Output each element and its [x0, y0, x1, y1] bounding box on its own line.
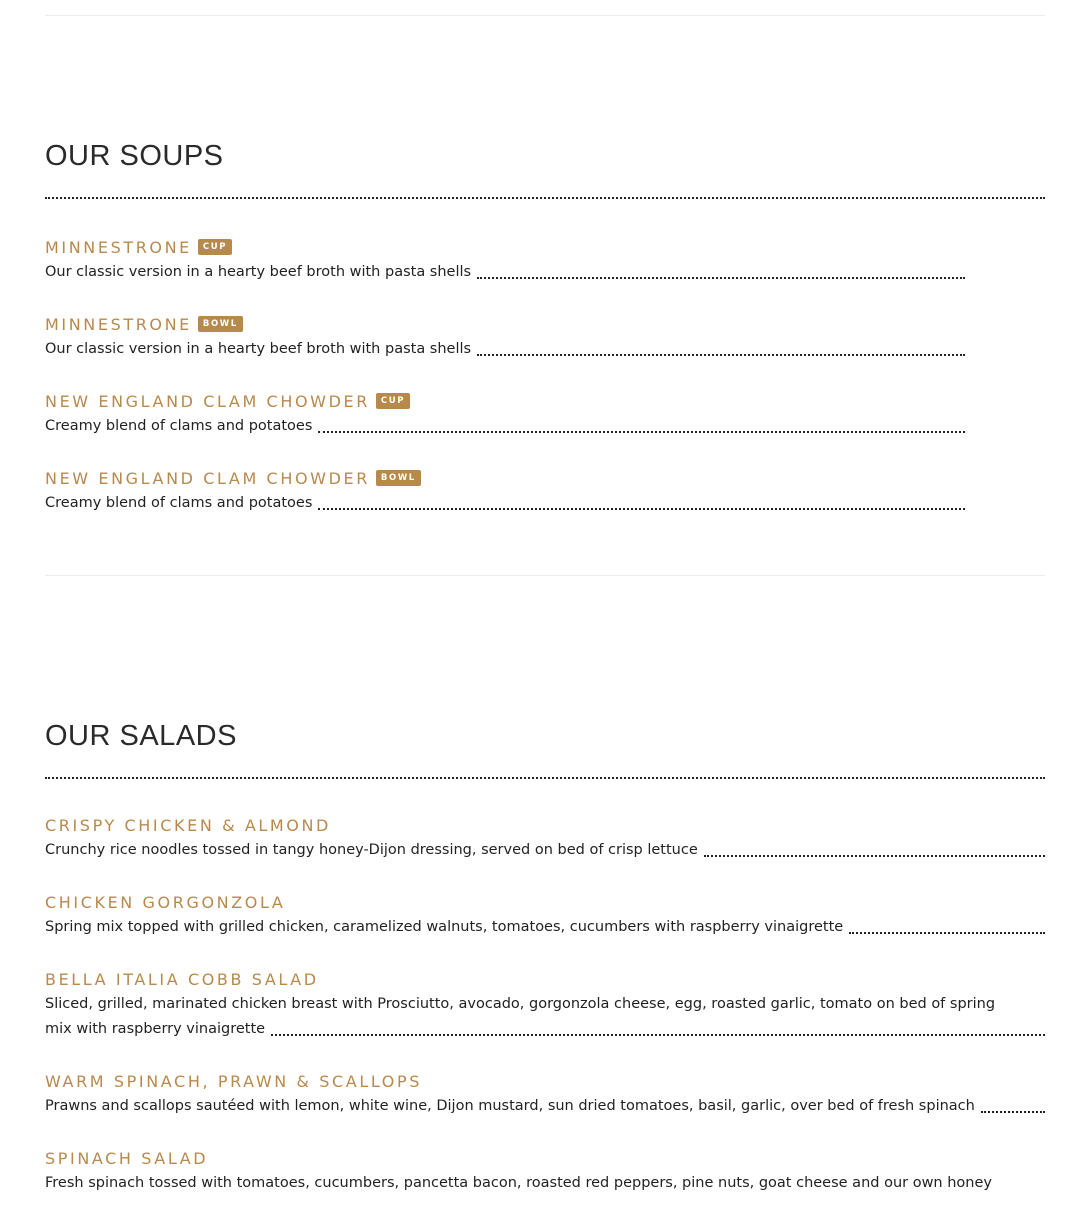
section-divider-top [45, 15, 1045, 16]
size-badge: CUP [376, 393, 410, 409]
item-description-line-1: Sliced, grilled, marinated chicken breast with Prosciutto, avocado, gorgonzola cheese, egg, roasted garlic, tomato on bed of spring [45, 996, 996, 1012]
dotted-leader [318, 508, 965, 510]
menu-item [45, 311, 1045, 362]
item-name: BELLA ITALIA COBB SALAD [45, 969, 319, 989]
item-description: Creamy blend of clams and potatoes [45, 414, 318, 439]
item-description: Crunchy rice noodles tossed in tangy honey-Dijon dressing, served on bed of crisp lettuce [45, 838, 704, 863]
item-description: Prawns and scallops sautéed with lemon, white wine, Dijon mustard, sun dried tomatoes, basil, garlic, over bed of fresh spinach [45, 1094, 981, 1119]
menu-item [45, 1068, 1045, 1119]
section-title-salads: OUR SALADS [45, 720, 237, 752]
menu-item [45, 889, 1045, 940]
size-badge: BOWL [376, 470, 421, 486]
title-rule [45, 197, 1045, 199]
title-rule [45, 777, 1045, 779]
dotted-leader [849, 932, 1045, 934]
menu-item [45, 388, 1045, 439]
dotted-leader [318, 431, 965, 433]
item-name: WARM SPINACH, PRAWN & SCALLOPS [45, 1071, 422, 1091]
dotted-leader [477, 354, 965, 356]
item-description-line-2: mix with raspberry vinaigrette [45, 1017, 271, 1042]
dotted-leader [704, 855, 1045, 857]
menu-item [45, 812, 1045, 863]
item-description: Fresh spinach tossed with tomatoes, cucumbers, pancetta bacon, roasted red peppers, pine nuts, goat cheese and our own honey [45, 1175, 998, 1191]
menu-item [45, 465, 1045, 516]
section-divider-middle [45, 575, 1045, 576]
salads-section [45, 719, 1045, 1206]
item-name: NEW ENGLAND CLAM CHOWDER [45, 468, 370, 488]
item-description: Spring mix topped with grilled chicken, caramelized walnuts, tomatoes, cucumbers with raspberry vinaigrette [45, 915, 849, 940]
item-name: CRISPY CHICKEN & ALMOND [45, 815, 331, 835]
item-description: Our classic version in a hearty beef broth with pasta shells [45, 260, 477, 285]
dotted-leader [477, 277, 965, 279]
menu-item [45, 234, 1045, 285]
item-name: NEW ENGLAND CLAM CHOWDER [45, 391, 370, 411]
size-badge: CUP [198, 239, 232, 255]
menu-item [45, 966, 1045, 1042]
item-name: MINNESTRONE [45, 314, 192, 334]
item-name: MINNESTRONE [45, 237, 192, 257]
dotted-leader [981, 1111, 1045, 1113]
item-name: SPINACH SALAD [45, 1148, 209, 1168]
dotted-leader [271, 1034, 1045, 1036]
item-description: Our classic version in a hearty beef broth with pasta shells [45, 337, 477, 362]
section-title-soups: OUR SOUPS [45, 140, 224, 172]
item-name: CHICKEN GORGONZOLA [45, 892, 286, 912]
item-description: Creamy blend of clams and potatoes [45, 491, 318, 516]
menu-item [45, 1145, 1045, 1196]
size-badge: BOWL [198, 316, 243, 332]
soups-section [45, 139, 1045, 542]
